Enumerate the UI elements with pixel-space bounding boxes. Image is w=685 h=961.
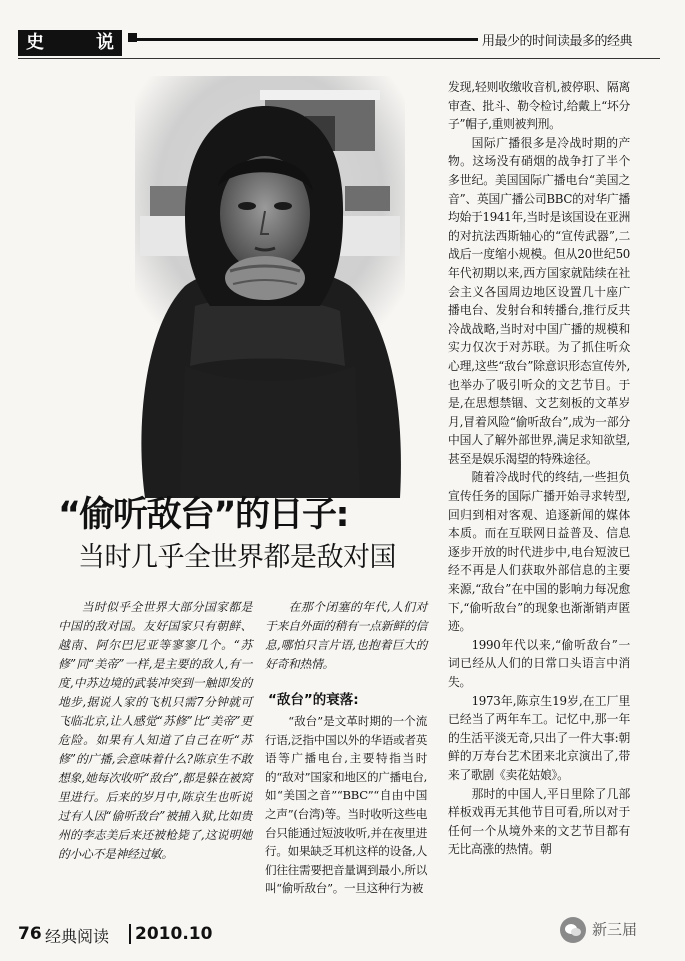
section-tag-char-2: 说: [96, 32, 114, 53]
page-number: 76: [18, 924, 42, 944]
footer-divider: [129, 924, 131, 944]
lead-paragraph: 当时似乎全世界大部分国家都是中国的敌对国。友好国家只有朝鲜、越南、阿尔巴尼亚等寥寥几个。“苏修”同“美帝”一样,是主要的敌人,有一度,中苏边境的武装冲突到一触即发的地步,据说人家的飞机只需7分钟就可飞临北京,让人感觉“苏修”比“美帝”更危险。如果有人知道了自己在听“苏修”的广播,会意味着什么?陈京生不敢想象,她每次收听“敌台”,都是躲在被窝里进行。后来的岁月中,陈京生也听说过有人因“偷听敌台”被捕入狱,比如贵州的李志美后来还被枪毙了,这说明她的小心不是神经过敏。: [58, 600, 252, 861]
watermark: [560, 917, 637, 943]
intro-paragraph-2-text: 在那个闭塞的年代,人们对于来自外面的稍有一点新鲜的信息,哪怕只言片语,也抱着巨大的好奇和热情。: [265, 600, 427, 671]
body-column-2: [265, 712, 427, 898]
article-photo: [115, 66, 415, 498]
body-paragraph: 随着冷战时代的终结,一些担负宣传任务的国际广播开始寻求转型,回归到相对客观、追逐新闻的媒体本质。而在互联网日益普及、信息逐步开放的时代进步中,电台短波已经不再是人们获取外部信息的主要来源,“敌台”在中国的影响力每况愈下,“偷听敌台”的现象也渐渐销声匿迹。: [448, 470, 630, 634]
body-paragraph: 1973年,陈京生19岁,在工厂里已经当了两年车工。记忆中,那一年的生活平淡无奇,只出了一件大事:朝鲜的万寿台艺术团来北京演出了,带来了歌剧《卖花姑娘》。: [448, 693, 630, 782]
body-paragraph: “敌台”是文革时期的一个流行语,泛指中国以外的华语或者英语等广播电台,主要特指当时的“敌对”国家和地区的广播电台,如“美国之音”“BBC”“自由中国之声”(台湾)等。当时收听这些电台只能通过短波收听,并在夜里进行。如果缺乏耳机这样的设备,人们往往需要把音量调到最小,所以叫“偷听敌台”。一旦这种行为被: [265, 714, 427, 896]
header-tagline: 用最少的时间读最多的经典: [482, 34, 633, 49]
magazine-name: 经典阅读: [45, 927, 110, 946]
lead-column: [58, 598, 252, 864]
header-rule: [128, 38, 478, 41]
article-title: “偷听敌台”的日子:: [58, 495, 349, 535]
chat-bubble-icon: [560, 917, 586, 943]
issue-number: 2010.10: [135, 924, 213, 944]
header-square: [128, 33, 137, 42]
section-tag-char-1: 史: [26, 32, 44, 53]
section-tag: [18, 30, 122, 56]
body-paragraph: 1990年代以来,“偷听敌台”一词已经从人们的日常口头语言中消失。: [448, 637, 630, 689]
article-subtitle: 当时几乎全世界都是敌对国: [78, 542, 396, 573]
body-paragraph: 国际广播很多是冷战时期的产物。这场没有硝烟的战争打了半个多世纪。美国国际广播电台“美国之音”、英国广播公司BBC的对华广播均始于1941年,当时是该国设在亚洲的对抗法西斯轴心的“宣传武器”,二战后一度缩小规模。但从20世纪50年代初期以来,西方国家就陆续在社会主义各国周边地区设置几十座广播电台、发射台和转播台,推行反共冷战战略,当时对中国广播的规模和实力仅次于对苏联。为了抓住听众心理,这些“敌台”除意识形态宣传外,也举办了吸引听众的文艺节目。于是,在思想禁锢、文艺刻板的文革岁月,冒着风险“偷听敌台”,成为一部分中国人了解外部世界,满足求知欲望,甚至是娱乐渴望的特殊途径。: [448, 135, 630, 466]
section-heading: “敌台”的衰落:: [268, 692, 359, 708]
body-paragraph: 那时的中国人,平日里除了几部样板戏再无其他节目可看,所以对于任何一个从境外来的文艺节目都有无比高涨的热情。朝: [448, 786, 630, 857]
intro-paragraph-2: [265, 598, 427, 674]
body-column-3: [448, 78, 630, 859]
watermark-label: 新三届: [592, 920, 638, 939]
header-underline: [18, 58, 660, 59]
body-paragraph: 发现,轻则收缴收音机,被停职、隔离审查、批斗、勒令检讨,给戴上“坏分子”帽子,重则被判刑。: [448, 80, 630, 132]
